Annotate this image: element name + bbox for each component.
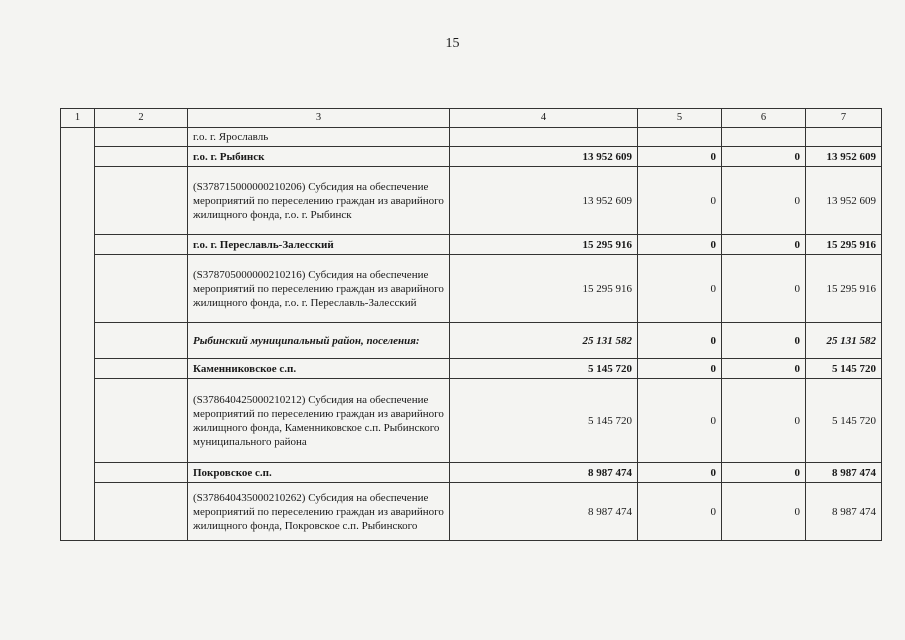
table-row [61,483,882,541]
header-cell: 7 [806,109,882,128]
amount-c7 [806,128,882,147]
code-cell [95,128,188,147]
amount-c5: 0 [638,167,722,235]
amount-c6: 0 [722,483,806,541]
code-cell [95,235,188,255]
amount-c5: 0 [638,147,722,167]
table-row [61,463,882,483]
row-name: (S378705000000210216) Субсидия на обеспечение мероприятий по переселению граждан из аварийного жилищного фонда, г.о. г. Переславль-Залесский [188,255,450,323]
table-body [61,128,882,541]
amount-c6: 0 [722,255,806,323]
row-name: г.о. г. Рыбинск [188,147,450,167]
amount-c7: 13 952 609 [806,147,882,167]
row-name: Покровское с.п. [188,463,450,483]
amount-c5: 0 [638,323,722,359]
row-name: г.о. г. Переславль-Залесский [188,235,450,255]
code-cell [95,147,188,167]
amount-c4 [450,128,638,147]
header-cell: 6 [722,109,806,128]
amount-c4: 15 295 916 [450,255,638,323]
amount-c6: 0 [722,379,806,463]
amount-c4: 5 145 720 [450,359,638,379]
amount-c7: 5 145 720 [806,359,882,379]
code-cell [95,379,188,463]
amount-c4: 25 131 582 [450,323,638,359]
code-cell [95,323,188,359]
table-header-row [61,109,882,128]
table-row [61,379,882,463]
amount-c7: 15 295 916 [806,255,882,323]
code-cell [95,359,188,379]
header-cell: 1 [61,109,95,128]
page-number: 15 [445,36,460,51]
amount-c4: 13 952 609 [450,167,638,235]
header-cell: 5 [638,109,722,128]
amount-c5: 0 [638,483,722,541]
row-number-cell [61,128,95,541]
amount-c5: 0 [638,359,722,379]
table-row [61,128,882,147]
amount-c5: 0 [638,463,722,483]
header-cell: 3 [188,109,450,128]
amount-c5 [638,128,722,147]
amount-c4: 5 145 720 [450,379,638,463]
amount-c6: 0 [722,235,806,255]
amount-c6: 0 [722,147,806,167]
amount-c4: 8 987 474 [450,463,638,483]
amount-c7: 25 131 582 [806,323,882,359]
row-name: (S378640435000210262) Субсидия на обеспечение мероприятий по переселению граждан из аварийного жилищного фонда, Покровское с.п. Рыбинского [188,483,450,541]
amount-c6: 0 [722,323,806,359]
table-row [61,323,882,359]
code-cell [95,483,188,541]
table-row [61,359,882,379]
code-cell [95,463,188,483]
amount-c7: 13 952 609 [806,167,882,235]
code-cell [95,255,188,323]
amount-c7: 5 145 720 [806,379,882,463]
table-row [61,147,882,167]
row-name: Рыбинский муниципальный район, поселения: [188,323,450,359]
budget-table [60,108,882,541]
row-name: (S378640425000210212) Субсидия на обеспечение мероприятий по переселению граждан из аварийного жилищного фонда, Каменниковское с.п. Рыбинского муниципального района [188,379,450,463]
amount-c6: 0 [722,359,806,379]
code-cell [95,167,188,235]
table-row [61,167,882,235]
amount-c6: 0 [722,167,806,235]
row-name: (S378715000000210206) Субсидия на обеспечение мероприятий по переселению граждан из аварийного жилищного фонда, г.о. г. Рыбинск [188,167,450,235]
amount-c7: 15 295 916 [806,235,882,255]
amount-c6 [722,128,806,147]
table-row [61,255,882,323]
amount-c7: 8 987 474 [806,463,882,483]
amount-c4: 13 952 609 [450,147,638,167]
amount-c4: 8 987 474 [450,483,638,541]
amount-c7: 8 987 474 [806,483,882,541]
amount-c5: 0 [638,379,722,463]
table-row [61,235,882,255]
amount-c6: 0 [722,463,806,483]
amount-c5: 0 [638,255,722,323]
header-cell: 4 [450,109,638,128]
amount-c4: 15 295 916 [450,235,638,255]
header-cell: 2 [95,109,188,128]
amount-c5: 0 [638,235,722,255]
row-name: г.о. г. Ярославль [188,128,450,147]
row-name: Каменниковское с.п. [188,359,450,379]
